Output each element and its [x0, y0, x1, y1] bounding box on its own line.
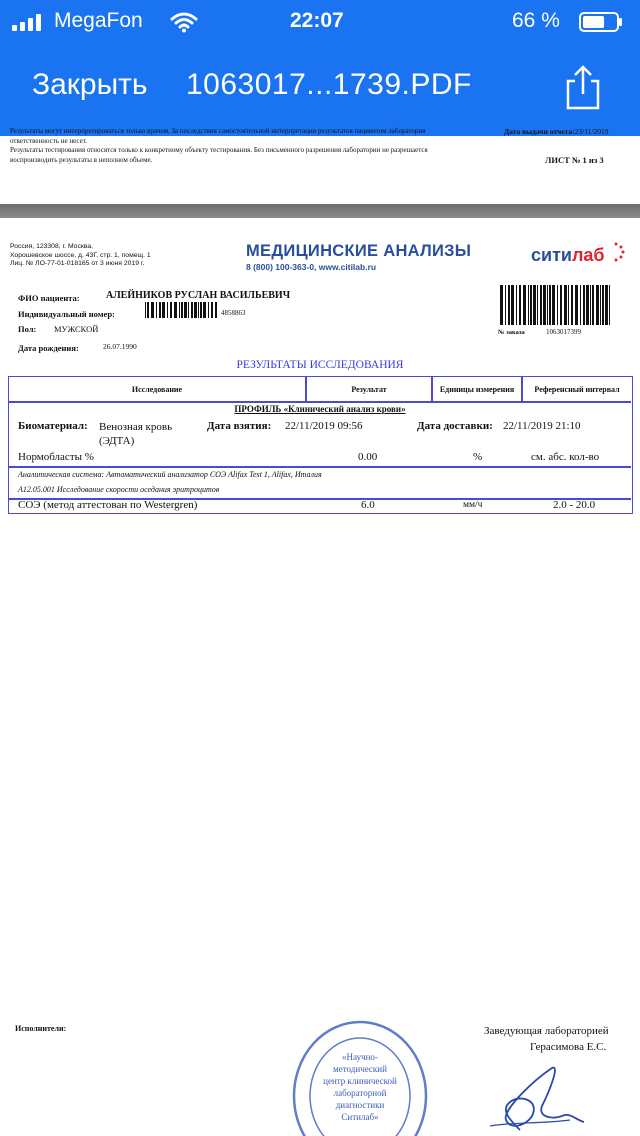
signature-icon: [480, 1060, 590, 1136]
patient-name-label: ФИО пациента:: [18, 293, 80, 303]
page-divider: [0, 204, 640, 218]
notice-line: Результаты тестирования относятся только к конкретному объекту тестирования. Без письменного разрешения лаборатории не разрешается: [10, 146, 428, 154]
svg-text:диагностики: диагностики: [335, 1100, 385, 1110]
close-button[interactable]: Закрыть: [32, 68, 148, 101]
share-icon[interactable]: [562, 64, 604, 110]
biomaterial-value: Венозная кровь (ЭДТА): [99, 421, 173, 447]
test-reference: 2.0 - 20.0: [553, 499, 596, 511]
logo-dots-icon: [612, 241, 626, 263]
results-table: [8, 376, 633, 514]
svg-text:лабораторной: лабораторной: [333, 1088, 387, 1098]
status-bar: [0, 8, 640, 38]
test-name: СОЭ (метод аттестован по Westergren): [18, 499, 198, 511]
order-number: 1063017399: [546, 328, 581, 336]
sex-value: МУЖСКОЙ: [54, 324, 99, 334]
svg-text:центр клинической: центр клинической: [323, 1076, 397, 1086]
address-line: Хорошевское шоссе, д. 43Г, стр. 1, помещ. 1: [10, 251, 151, 259]
delivered-label: Дата доставки:: [417, 420, 493, 432]
sheet-number: ЛИСТ № 1 из 3: [545, 155, 604, 165]
wifi-icon: [170, 11, 198, 33]
test-value: 6.0: [361, 499, 375, 511]
battery-icon: [579, 12, 623, 32]
test-unit: мм/ч: [463, 500, 483, 510]
dob-label: Дата рождения:: [18, 343, 79, 353]
profile-title: ПРОФИЛЬ «Клинический анализ крови»: [234, 404, 406, 414]
head-name: Герасимова Е.С.: [530, 1041, 607, 1053]
patient-id: 4858863: [221, 309, 246, 317]
battery-percent: 66 %: [512, 9, 560, 32]
head-title: Заведующая лабораторией: [484, 1025, 609, 1037]
logo-text-accent: лаб: [571, 245, 605, 265]
results-title: РЕЗУЛЬТАТЫ ИССЛЕДОВАНИЯ: [236, 359, 404, 371]
svg-text:Ситилаб»: Ситилаб»: [341, 1112, 379, 1122]
lab-address: [10, 243, 151, 269]
test-name: Нормобласты %: [18, 451, 94, 463]
sex-label: Пол:: [18, 324, 37, 334]
column-header: Результат: [351, 384, 387, 394]
executors-label: Исполнители:: [15, 1024, 67, 1033]
barcode-icon: [145, 302, 217, 318]
taken-label: Дата взятия:: [207, 420, 272, 432]
dob-value: 26.07.1990: [103, 342, 137, 351]
method-note: A12.05.001 Исследование скорости оседания эритроцитов: [18, 485, 220, 494]
lab-stamp-icon: [288, 1016, 430, 1136]
taken-value: 22/11/2019 09:56: [285, 420, 363, 432]
test-unit: %: [473, 451, 483, 463]
clock: 22:07: [290, 9, 344, 32]
svg-text:«Научно-: «Научно-: [342, 1052, 378, 1062]
address-line: Россия, 123308, г. Москва,: [10, 243, 94, 250]
column-header: Исследование: [131, 384, 183, 394]
lab-contacts: 8 (800) 100-363-0, www.citilab.ru: [246, 262, 377, 272]
license-line: Лиц. № ЛО-77-01-018165 от 3 июня 2019 г.: [10, 260, 145, 268]
column-header: Единицы измерения: [439, 384, 515, 394]
carrier-name: MegaFon: [54, 9, 143, 32]
notice-line: воспроизводить результаты в неполном объеме.: [10, 155, 153, 164]
lab-title: МЕДИЦИНСКИЕ АНАЛИЗЫ: [246, 242, 472, 260]
patient-id-label: Индивидуальный номер:: [18, 309, 115, 319]
svg-text:методический: методический: [333, 1064, 387, 1074]
notice-line: ответственность не несет.: [10, 136, 88, 145]
row-separator: [9, 466, 631, 468]
signal-icon: [12, 13, 48, 31]
test-reference: см. абс. кол-во: [531, 451, 600, 463]
delivered-value: 22/11/2019 21:10: [503, 420, 581, 432]
issue-date-value: 23/11/2019: [574, 127, 609, 136]
document-title: 1063017...1739.PDF: [186, 68, 472, 101]
issue-date-label: Дата выдачи отчета:: [504, 127, 575, 136]
row-separator: [9, 401, 631, 403]
previous-page-fragment: [0, 127, 640, 204]
test-value: 0.00: [358, 451, 378, 463]
pdf-page: [0, 218, 640, 1136]
notice-line: Результаты могут интерпретироваться только врачом. За последствия самостоятельной интерпретации результатов пациентом лаборатория: [10, 127, 426, 135]
issue-date: [504, 127, 609, 137]
column-header: Референсный интервал: [534, 384, 620, 394]
order-label: № заказа: [498, 329, 525, 336]
top-bar: [0, 0, 640, 136]
logo-text: сити: [531, 245, 572, 265]
nav-bar: [0, 64, 640, 110]
order-barcode-icon: [500, 285, 610, 325]
report-notice: [10, 127, 530, 165]
citilab-logo: [531, 245, 605, 266]
biomaterial-label: Биоматериал:: [18, 420, 88, 432]
patient-name: АЛЕЙНИКОВ РУСЛАН ВАСИЛЬЕВИЧ: [106, 290, 291, 301]
analyzer-note: Аналитическая система: Автоматический анализатор СОЭ Alifax Test 1, Alifax, Италия: [18, 470, 322, 479]
